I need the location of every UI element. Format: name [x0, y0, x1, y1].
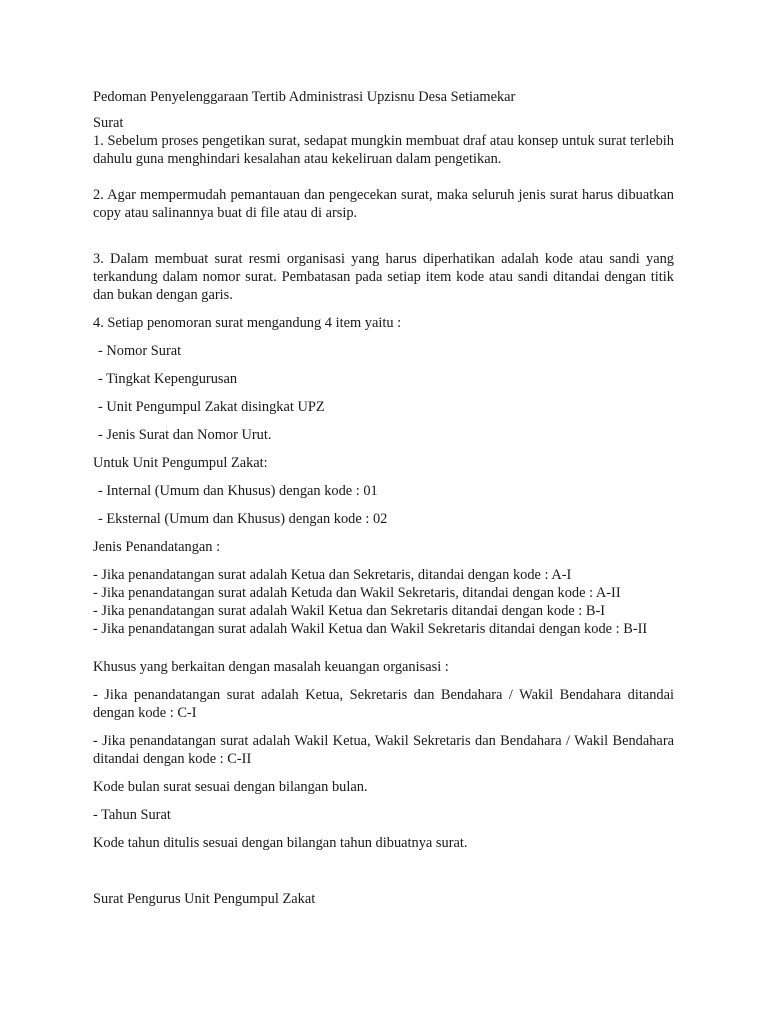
- list-item-unit-pengumpul-zakat: - Unit Pengumpul Zakat disingkat UPZ: [98, 399, 325, 415]
- list-item-jenis-surat: - Jenis Surat dan Nomor Urut.: [98, 427, 272, 443]
- finance-heading: Khusus yang berkaitan dengan masalah keuangan organisasi :: [93, 659, 449, 675]
- paragraph-item-1: 1. Sebelum proses pengetikan surat, sedapat mungkin membuat draf atau konsep untuk surat terlebih dahulu guna menghindari kesalahan atau kekeliruan dalam pengetikan.: [93, 133, 674, 167]
- footer-heading: Surat Pengurus Unit Pengumpul Zakat: [93, 891, 316, 907]
- paragraph-item-4: 4. Setiap penomoran surat mengandung 4 item yaitu :: [93, 315, 402, 331]
- list-item-internal: - Internal (Umum dan Khusus) dengan kode : 01: [98, 483, 378, 499]
- list-item-nomor-surat: - Nomor Surat: [98, 343, 182, 359]
- month-code-paragraph: Kode bulan surat sesuai dengan bilangan bulan.: [93, 779, 368, 795]
- paragraph-item-2: 2. Agar mempermudah pemantauan dan pengecekan surat, maka seluruh jenis surat harus dibuatkan copy atau salinannya buat di file atau di arsip.: [93, 187, 674, 221]
- document-title: Pedoman Penyelenggaraan Tertib Administrasi Upzisnu Desa Setiamekar: [93, 89, 516, 105]
- sign-item-b1: - Jika penandatangan surat adalah Wakil Ketua dan Sekretaris ditandai dengan kode : B-I: [93, 603, 606, 619]
- year-item: - Tahun Surat: [93, 807, 171, 823]
- sign-item-b2: - Jika penandatangan surat adalah Wakil Ketua dan Wakil Sekretaris ditandai dengan kode : B-II: [93, 621, 648, 637]
- document-page: [93, 88, 674, 908]
- finance-item-c2: - Jika penandatangan surat adalah Wakil Ketua, Wakil Sekretaris dan Bendahara / Wakil Bendahara ditandai dengan kode : C-II: [93, 733, 674, 767]
- list-item-eksternal: - Eksternal (Umum dan Khusus) dengan kode : 02: [98, 511, 388, 527]
- finance-item-c1: - Jika penandatangan surat adalah Ketua, Sekretaris dan Bendahara / Wakil Bendahara ditandai dengan kode : C-I: [93, 687, 674, 721]
- paragraph-item-3: 3. Dalam membuat surat resmi organisasi yang harus diperhatikan adalah kode atau sandi yang terkandung dalam nomor surat. Pembatasan pada setiap item kode atau sandi ditandai dengan titik dan bukan dengan garis.: [93, 251, 674, 303]
- year-code-paragraph: Kode tahun ditulis sesuai dengan bilangan tahun dibuatnya surat.: [93, 835, 468, 851]
- sign-heading: Jenis Penandatangan :: [93, 539, 221, 555]
- sign-item-a2: - Jika penandatangan surat adalah Ketuda dan Wakil Sekretaris, ditandai dengan kode : A-II: [93, 585, 621, 601]
- section-surat-heading: Surat: [93, 115, 124, 131]
- sign-item-a1: - Jika penandatangan surat adalah Ketua dan Sekretaris, ditandai dengan kode : A-I: [93, 567, 572, 583]
- upz-heading: Untuk Unit Pengumpul Zakat:: [93, 455, 268, 471]
- list-item-tingkat-kepengurusan: - Tingkat Kepengurusan: [98, 371, 238, 387]
